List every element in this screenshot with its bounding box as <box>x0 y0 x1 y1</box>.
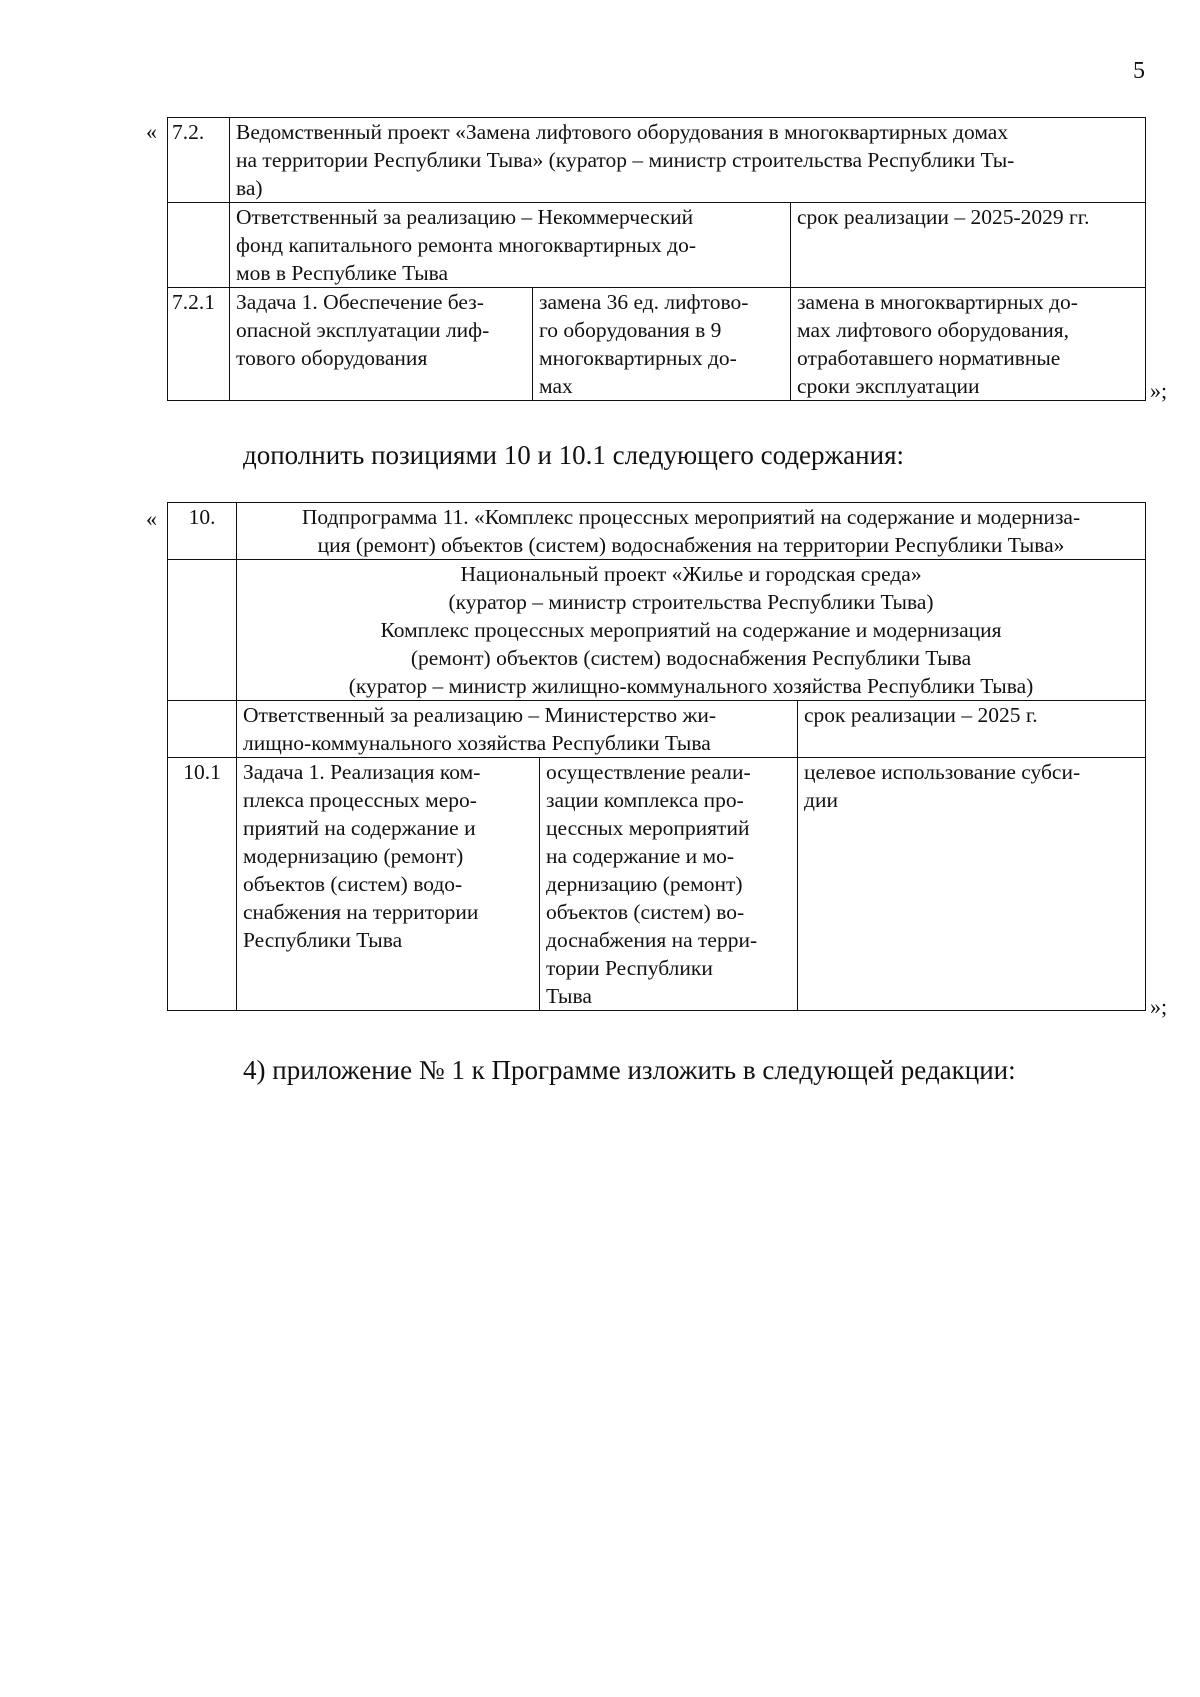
text-line: (куратор – министр строительства Республики Тыва) <box>448 590 934 614</box>
text-line: Тыва <box>546 984 592 1008</box>
text-line: объектов (систем) во- <box>546 900 745 924</box>
row-number: 10. <box>168 503 237 560</box>
text-line: ва) <box>236 176 263 200</box>
text-line: (куратор – министр жилищно-коммунального хозяйства Республики Тыва) <box>348 674 1034 698</box>
text-line: зации комплекса про- <box>546 788 744 812</box>
text-line: модернизацию (ремонт) <box>243 844 464 868</box>
text-line: доснабжения на терри- <box>546 928 758 952</box>
text-line: на территории Республики Тыва» (куратор – министр строительства Республики Ты- <box>236 148 1015 172</box>
text-line: го оборудования в 9 <box>539 318 722 342</box>
text-line: осуществление реали- <box>546 760 751 784</box>
table-row <box>168 503 1146 560</box>
text-line: Комплекс процессных мероприятий на содержание и модернизация <box>380 618 1002 642</box>
row-number: 7.2. <box>168 118 230 203</box>
text-line: тории Республики <box>546 956 713 980</box>
task-cell <box>237 758 540 1011</box>
text-line: приятий на содержание и <box>243 816 476 840</box>
effect-cell <box>791 288 1146 401</box>
table-section-10 <box>167 502 1146 1011</box>
text-line: опасной эксплуатации лиф- <box>236 318 490 342</box>
text-line: мах <box>539 374 573 398</box>
text-line: замена в многоквартирных до- <box>797 290 1078 314</box>
appendix-paragraph: 4) приложение № 1 к Программе изложить в следующей редакции: <box>243 1055 1016 1085</box>
text-line: дернизацию (ремонт) <box>546 872 743 896</box>
text-line: Национальный проект «Жилье и городская среда» <box>460 562 922 586</box>
table-row <box>168 118 1146 203</box>
empty-cell <box>168 203 230 288</box>
text-line: Подпрограмма 11. «Комплекс процессных мероприятий на содержание и модерниза- <box>301 505 1081 529</box>
empty-cell <box>168 701 237 758</box>
text-line: замена 36 ед. лифтово- <box>539 290 749 314</box>
text-line: Республики Тыва <box>243 928 403 952</box>
subprogram-title-cell <box>237 503 1146 560</box>
text-line: тового оборудования <box>236 346 428 370</box>
national-project-cell <box>237 560 1146 701</box>
task-cell <box>230 288 533 401</box>
table2-close-quote: »; <box>1150 994 1168 1019</box>
result-cell <box>533 288 791 401</box>
row-number: 10.1 <box>168 758 237 1011</box>
text-line: мах лифтового оборудования, <box>797 318 1069 342</box>
text-line: (ремонт) объектов (систем) водоснабжения Республики Тыва <box>410 646 972 670</box>
text-line: Ответственный за реализацию – Министерство жи- <box>243 703 716 727</box>
table-row <box>168 288 1146 401</box>
table-row <box>168 560 1146 701</box>
table1-open-quote: « <box>146 119 157 144</box>
text-line: Ответственный за реализацию – Некоммерческий <box>236 205 694 229</box>
text-line: лищно-коммунального хозяйства Республики Тыва <box>243 731 711 755</box>
term-cell: срок реализации – 2025-2029 гг. <box>791 203 1146 288</box>
text-line: снабжения на территории <box>243 900 479 924</box>
text-line: ция (ремонт) объектов (систем) водоснабжения на территории Республики Тыва» <box>317 533 1065 557</box>
text-line: дии <box>804 788 838 812</box>
text-line: многоквартирных до- <box>539 346 737 370</box>
text-line: Ведомственный проект «Замена лифтового оборудования в многоквартирных домах <box>236 120 1009 144</box>
project-title-cell <box>230 118 1146 203</box>
text-line: отработавшего нормативные <box>797 346 1061 370</box>
instruction-paragraph: дополнить позициями 10 и 10.1 следующего содержания: <box>243 440 904 470</box>
text-line: объектов (систем) водо- <box>243 872 463 896</box>
text-line: целевое использование субси- <box>804 760 1081 784</box>
empty-cell <box>168 560 237 701</box>
table2-open-quote: « <box>146 506 157 531</box>
table-row <box>168 203 1146 288</box>
text-line: Задача 1. Реализация ком- <box>243 760 481 784</box>
text-line: фонд капитального ремонта многоквартирных до- <box>236 233 697 257</box>
table1-close-quote: »; <box>1150 378 1168 403</box>
responsible-cell <box>237 701 798 758</box>
table-row <box>168 701 1146 758</box>
responsible-cell <box>230 203 791 288</box>
text-line: на содержание и мо- <box>546 844 735 868</box>
effect-cell <box>798 758 1146 1011</box>
text-line: плекса процессных меро- <box>243 788 477 812</box>
text-line: цессных мероприятий <box>546 816 750 840</box>
table-section-7-2 <box>167 117 1146 401</box>
term-cell: срок реализации – 2025 г. <box>798 701 1146 758</box>
result-cell <box>540 758 798 1011</box>
table-row <box>168 758 1146 1011</box>
text-line: Задача 1. Обеспечение без- <box>236 290 484 314</box>
text-line: мов в Республике Тыва <box>236 261 449 285</box>
page-number: 5 <box>1133 58 1145 84</box>
row-number: 7.2.1 <box>168 288 230 401</box>
text-line: сроки эксплуатации <box>797 374 980 398</box>
